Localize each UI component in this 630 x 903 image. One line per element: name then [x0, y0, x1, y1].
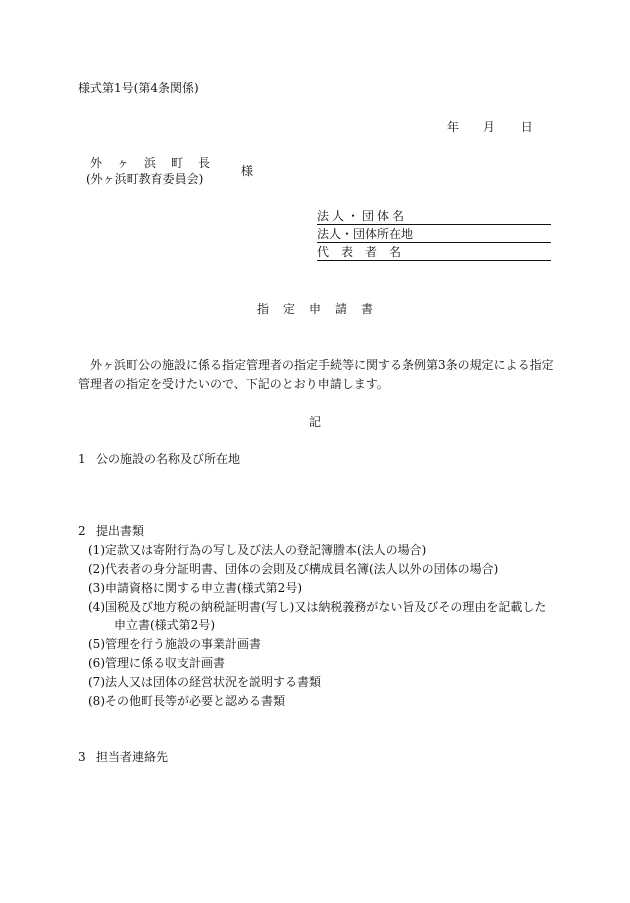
applicant-address-line: [317, 226, 551, 243]
section-3-label: 担当者連絡先: [96, 750, 169, 764]
section-1-number: 1: [78, 452, 86, 466]
section-3-heading: [78, 749, 168, 765]
ki-heading: 記: [308, 415, 321, 429]
section-1-heading: [78, 451, 240, 467]
section-3-number: 3: [78, 750, 86, 764]
list-item: (8)その他町長等が必要と認める書類: [88, 694, 285, 708]
date-year: 年: [447, 120, 460, 134]
list-item: (1)定款又は寄附行為の写し及び法人の登記簿謄本(法人の場合): [88, 543, 427, 557]
applicant-org-name-label: 法人・団体名: [317, 209, 408, 223]
list-item: (2)代表者の身分証明書、団体の会則及び構成員名簿(法人以外の団体の場合): [88, 562, 499, 576]
section-2-heading: [78, 523, 144, 539]
list-item: (5)管理を行う施設の事業計画書: [88, 637, 261, 651]
addressee-honorific: 様: [241, 164, 254, 178]
applicant-representative-line: [317, 244, 551, 261]
list-item: (4)国税及び地方税の納税証明書(写し)又は納税義務がない旨及びその理由を記載した: [88, 600, 547, 614]
date-line: [447, 119, 533, 135]
applicant-org-name-line: [317, 208, 551, 225]
date-day: 日: [520, 120, 533, 134]
document-title: 指定申請書: [256, 302, 387, 316]
section-2-label: 提出書類: [96, 524, 145, 538]
addressee: [86, 155, 226, 187]
form-number: 様式第1号(第4条関係): [78, 81, 199, 95]
body-paragraph: 外ヶ浜町公の施設に係る指定管理者の指定手続等に関する条例第3条の規定による指定管理者の指定を受けたいので、下記のとおり申請します。: [78, 358, 554, 391]
section-2-number: 2: [78, 524, 86, 538]
addressee-line2: (外ヶ浜町教育委員会): [86, 172, 204, 186]
section-1-label: 公の施設の名称及び所在地: [96, 452, 241, 466]
date-month: 月: [482, 120, 495, 134]
list-item: (3)申請資格に関する申立書(様式第2号): [88, 581, 302, 595]
applicant-address-label: 法人・団体所在地: [317, 227, 414, 241]
list-item: (6)管理に係る収支計画書: [88, 656, 225, 670]
list-item: (7)法人又は団体の経営状況を説明する書類: [88, 675, 321, 689]
addressee-line1: 外ヶ浜町長: [90, 156, 226, 170]
applicant-representative-label: 代 表 者 名: [317, 245, 402, 259]
list-item-continuation: 申立書(様式第2号): [114, 618, 215, 632]
